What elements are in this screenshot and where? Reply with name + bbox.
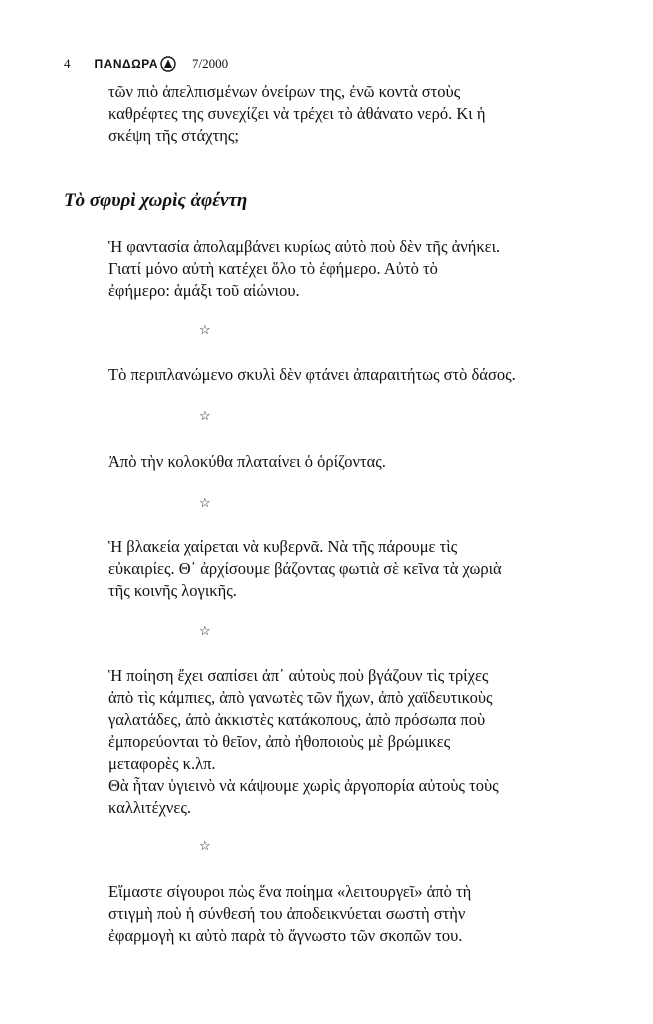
pandora-logo-icon — [160, 56, 176, 72]
opening-paragraph: τῶν πιὸ ἀπελπισμένων ὀνείρων της, ἐνῶ κοντὰ στοὺς καθρέφτες της συνεχίζει νὰ τρέχει τὸ ἀθάνατο νερό. Κι ἡ σκέψη τῆς στάχτης; — [108, 82, 486, 145]
issue-number: 7/2000 — [192, 56, 229, 71]
aphorism-4: Ἡ βλακεία χαίρεται νὰ κυβερνᾶ. Νὰ τῆς πάρουμε τὶς εὐκαιρίες. Θ᾽ ἀρχίσουμε βάζοντας φωτιὰ σὲ κεῖνα τὰ χωριὰ τῆς κοινῆς λογικῆς. — [108, 537, 502, 600]
separator-star-icon: ☆ — [199, 322, 211, 337]
aphorism-3: Ἀπὸ τὴν κολοκύθα πλαταίνει ὁ ὁρίζοντας. — [108, 452, 386, 471]
section-title: Τὸ σφυρὶ χωρὶς ἀφέντη — [64, 190, 248, 211]
separator-star-icon: ☆ — [199, 495, 211, 510]
running-header — [64, 56, 228, 72]
aphorism-2: Τὸ περιπλανώμενο σκυλὶ δὲν φτάνει ἀπαραιτήτως στὸ δάσος. — [108, 365, 516, 384]
aphorism-6: Εἴμαστε σίγουροι πὼς ἕνα ποίημα «λειτουργεῖ» ἀπὸ τὴ στιγμὴ ποὺ ἡ σύνθεσή του ἀποδεικνύεται σωστὴ στὴν ἐφαρμογὴ κι αὐτὸ παρὰ τὸ ἄγνωστο τῶν σκοπῶν του. — [108, 882, 472, 945]
journal-logo — [95, 56, 177, 72]
journal-name: ΠΑΝΔΩΡΑ — [94, 57, 159, 71]
separator-star-icon: ☆ — [199, 838, 211, 853]
aphorism-1: Ἡ φαντασία ἀπολαμβάνει κυρίως αὐτὸ ποὺ δὲν τῆς ἀνήκει. Γιατί μόνο αὐτὴ κατέχει ὅλο τὸ ἐφήμερο. Αὐτὸ τὸ ἐφήμερο: ἁμάξι τοῦ αἰώνιου. — [108, 237, 501, 300]
separator-star-icon: ☆ — [199, 408, 211, 423]
aphorism-5: Ἡ ποίηση ἔχει σαπίσει ἀπ᾽ αὐτοὺς ποὺ βγάζουν τὶς τρίχες ἀπὸ τὶς κάμπιες, ἀπὸ γανωτὲς τῶν ἤχων, ἀπὸ χαϊδευτικοὺς γαλατάδες, ἀπὸ ἀκκιστὲς κατάκοπους, ἀπὸ πρόσωπα ποὺ ἐμπορεύονται τὸ θεῖον, ἀπὸ ἠθοποιοὺς μὲ βρώμικες μεταφορὲς κ.λπ. Θὰ ἦταν ὑγιεινὸ νὰ κάψουμε χωρὶς ἀργοπορία αὐτοὺς τοὺς καλλιτέχνες. — [108, 666, 499, 817]
page-number: 4 — [64, 56, 71, 71]
separator-star-icon: ☆ — [199, 623, 211, 638]
